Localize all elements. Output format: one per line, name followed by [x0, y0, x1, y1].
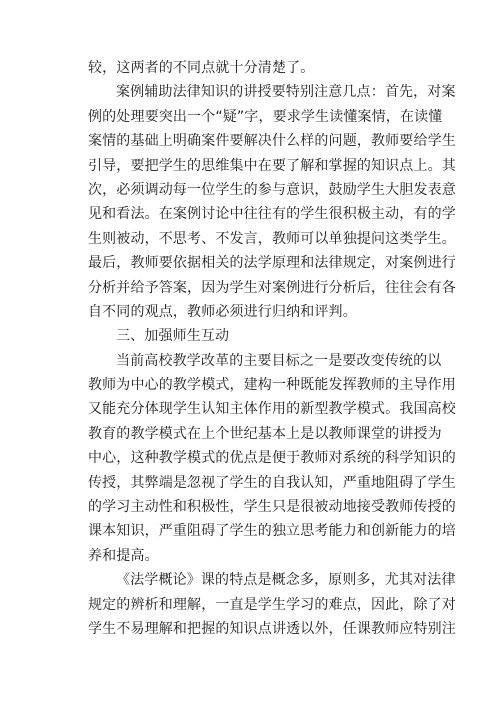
text-line: 又能充分体现学生认知主体作用的新型教学模式。我国高校	[88, 401, 456, 418]
text-line: 养和提高。	[88, 547, 159, 564]
text-line: 例的处理要突出一个“疑”字，要求学生读懂案情，在读懂	[88, 108, 443, 125]
text-line: 的学习主动性和积极性，学生只是很被动地接受教师传授的	[88, 499, 456, 516]
text-line: 《法学概论》课的特点是概念多，原则多，尤其对法律	[116, 572, 456, 589]
text-line: 教育的教学模式在上个世纪基本上是以教师课堂的讲授为	[88, 425, 442, 442]
text-line: 自不同的观点，教师必须进行归纳和评判。	[88, 303, 357, 320]
text-line: 中心，这种教学模式的优点是便于教师对系统的科学知识的	[88, 450, 456, 467]
section-heading-text: 三、加强师生互动	[116, 328, 230, 345]
text-line: 传授，其弊端是忽视了学生的自我认知，严重地阻碍了学生	[88, 474, 456, 491]
body-text	[88, 56, 456, 641]
text-line: 引导，要把学生的思维集中在要了解和掌握的知识点上。其	[88, 157, 456, 174]
text-line: 学生不易理解和把握的知识点讲透以外，任课教师应特别注	[88, 620, 456, 637]
text-line: 见和看法。在案例讨论中往往有的学生很积极主动，有的学	[88, 206, 456, 223]
text-line: 分析并给予答案，因为学生对案例进行分析后，往往会有各	[88, 279, 456, 296]
text-line: 次，必须调动每一位学生的参与意识，鼓励学生大胆发表意	[88, 181, 456, 198]
text-line: 案情的基础上明确案件要解决什么样的问题，教师要给学生	[88, 133, 456, 150]
paragraph-1	[88, 56, 436, 80]
text-line: 生则被动，不思考、不发言，教师可以单独提问这类学生。	[88, 230, 456, 247]
text-line: 较，这两者的不同点就十分清楚了。	[88, 60, 315, 76]
section-heading	[88, 324, 436, 348]
paragraph-4	[88, 568, 456, 641]
text-line: 教师为中心的教学模式，建构一种既能发挥教师的主导作用	[88, 377, 456, 394]
paragraph-3	[88, 349, 456, 569]
text-line: 案例辅助法律知识的讲授要特别注意几点：首先，对案	[116, 84, 456, 101]
text-line: 最后，教师要依据相关的法学原理和法律规定，对案例进行	[88, 255, 456, 272]
text-line: 课本知识，严重阻碍了学生的独立思考能力和创新能力的培	[88, 523, 456, 540]
text-line: 当前高校教学改革的主要目标之一是要改变传统的以	[116, 352, 442, 369]
text-line: 规定的辨析和理解，一直是学生学习的难点，因此，除了对	[88, 596, 456, 613]
paragraph-2	[88, 80, 456, 324]
